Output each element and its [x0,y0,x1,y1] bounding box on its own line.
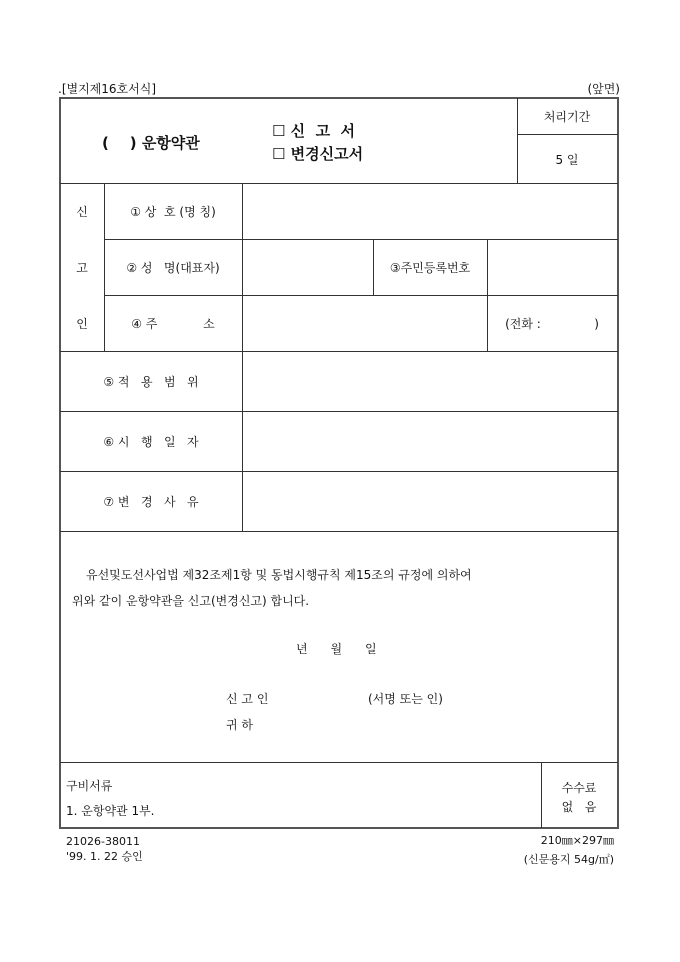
label-scope: ⑤ 적 용 범 위 [103,374,199,389]
page-side: (앞면) [587,82,620,96]
label-representative: ② 성 명(대표자) [126,260,220,275]
label-name: ① 상 호 (명 칭) [130,204,216,219]
label-resident-number: ③주민등록번호 [389,260,471,275]
applicant-label-3: 인 [76,316,88,331]
title-option-report: ☐ 신 고 서 [272,122,356,140]
applicant-label-2: 고 [76,260,88,275]
statement-line-2: 위와 같이 운항약관을 신고(변경신고) 합니다. [72,594,310,608]
title-option-change-report: ☐ 변경신고서 [272,145,364,163]
approval-date: '99. 1. 22 승인 [66,850,143,863]
statement-line-1: 유선및도선사업법 제32조제1항 및 동법시행규칙 제15조의 규정에 의하여 [86,568,472,582]
paper-type: (신문용지 54g/㎡) [523,853,614,866]
label-change-reason: ⑦ 변 경 사 유 [103,494,199,509]
title-left: ( ) 운항약관 [102,134,200,152]
representative-input[interactable] [243,240,373,295]
fee-label: 수수료 [561,780,597,795]
fee-value: 없 음 [561,799,597,814]
processing-period-label: 처리기간 [543,109,591,124]
applicant-label-1: 신 [76,204,88,219]
change-reason-input[interactable] [243,472,617,531]
form-number: .[별지제16호서식] [58,82,156,96]
documents-label: 구비서류 [66,779,113,793]
label-address: ④ 주 소 [131,316,215,331]
recipient-label: 귀 하 [226,718,253,732]
signer-label: 신 고 인 [226,692,269,706]
paper-size: 210㎜×297㎜ [540,834,614,847]
phone-field[interactable]: (전화 : ) [505,316,599,331]
processing-period-value: 5 일 [555,152,579,167]
label-effective-date: ⑥ 시 행 일 자 [103,434,199,449]
address-input[interactable] [243,296,487,351]
signature-note: (서명 또는 인) [368,692,443,706]
form-code: 21026-38011 [66,835,140,848]
name-input[interactable] [243,184,617,239]
scope-input[interactable] [243,352,617,411]
resident-number-input[interactable] [488,240,617,295]
date-line: 년 월 일 [296,642,377,656]
documents-item: 1. 운항약관 1부. [66,804,155,818]
effective-date-input[interactable] [243,412,617,471]
